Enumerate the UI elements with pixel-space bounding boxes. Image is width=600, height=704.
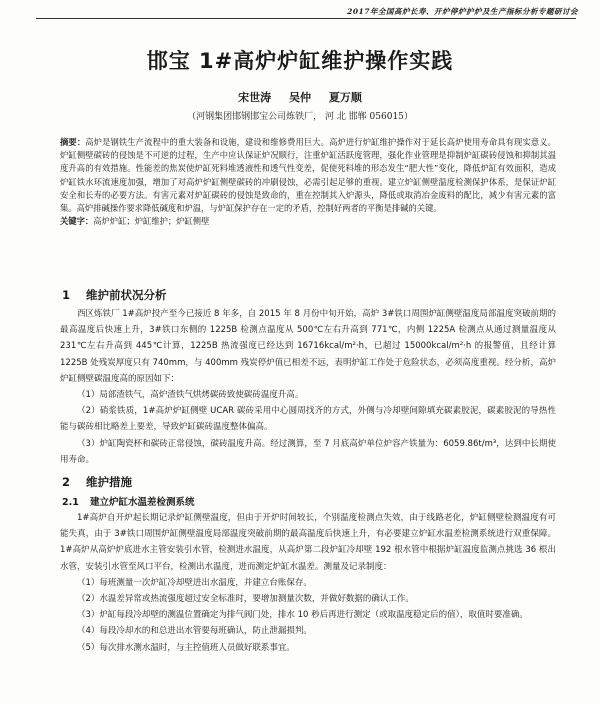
section-heading-2 [62, 474, 132, 490]
list-item: （4）每段冷却水的和总进出水管要每班确认，防止泄漏损判。 [77, 626, 312, 637]
author-name: 吴仲 [289, 91, 311, 104]
author-list [0, 89, 600, 105]
abstract-text: 高炉是钢铁生产流程中的重大装备和设施，建设和维修费用巨大。高炉进行炉缸维护操作对于延长高炉使用寿命具有现实意义。炉缸侧壁碳砖的侵蚀是不可逆的过程，生产中应认保证炉况顺行，注重炉缸活跃度管理，强化作业管理是抑制炉缸碳砖侵蚀和抑制其温度升高的有效措施。性能差的焦炭使炉缸死料堆透液性和透气性变差，促使死料堆的形态发生“肥大性”变化，降低炉缸有效面积，造成炉缸铁水环流速度加强，增加了对高炉炉缸侧壁碳砖的冲刷侵蚀，必需引起足够的重视。建立炉缸侧壁温度检测保护体系，是保证炉缸安全和长寿的必要方法。有害元素对炉缸碳砖的侵蚀是致命的，重在控制其入炉源头，降低或取消冶金废料的配比，减少有害元素的富集。高炉排碱操作要求降低碱度和炉温，与炉缸保护存在一定的矛盾，控制好两者的平衡是排碱的关键。 [60, 137, 556, 214]
list-item: （1）局部渣铁气，高炉渣铁气烘烤碳砖致使碳砖温度升高。 [77, 390, 304, 401]
paper-title: 邯宝 1#高炉炉缸维护操作实践 [146, 49, 454, 73]
section-number: 1 [62, 288, 71, 302]
abstract-label: 摘要： [60, 137, 86, 147]
affiliation: （河钢集团邯钢邯宝公司炼铁厂， 河 北 邯郸 056015） [187, 112, 413, 122]
author-name: 宋世涛 [238, 91, 272, 104]
list-item: （3）炉缸每段冷却壁的测温位置确定为排气阀门处，排水 10 秒后再进行测定（或取温度稳定后的值），取值时要准确。 [77, 610, 528, 621]
abstract-paragraph [60, 136, 556, 215]
list-item: （2）硝浆铁质，1#高炉炉缸侧壁 UCAR 碳砖采用中心圆周找齐的方式，外侧与冷却壁间隙填充碳素胶泥，碳素胶泥的导热性能与碳砖相比略差上要差，导致炉缸碳砖温度整体偏高。 [60, 406, 556, 433]
section-title: 维护前状况分析 [86, 288, 167, 302]
section-title: 维护措施 [86, 475, 132, 489]
list-item: （2）水温差异常或热流强度超过安全标准时，要增加测量次数，并做好数据的确认工作。 [77, 594, 414, 605]
author-name: 夏万顺 [328, 91, 362, 104]
list-item: （1）每班测量一次炉缸冷却壁进出水温度，并建立台账保存。 [77, 577, 312, 588]
header-rule [36, 18, 576, 19]
section-2-body [60, 510, 556, 656]
keywords-line [60, 215, 556, 228]
body-paragraph: 1#高炉自开炉起长期记录炉缸侧壁温度，但由于开炉时间较长，个别温度检测点失效，由于线路老化，炉缸侧壁检测温度有可能失真，由于 3#铁口周围炉缸侧壁温度局部温度突破前期的最高温度后快速上升，有必要建立炉缸水温差检测系统进行双重保障。1#高炉从高炉炉底进水主管安装引水管，检测进水温度，从高炉第二段炉缸冷却壁 192 根水管中根据炉缸温度监测点挑选 36 根出水管，安装引水管至风口平台，检测出水温度，进而测定炉缸水温差。测量及记录制度： [60, 513, 556, 572]
section-heading-1 [62, 287, 167, 303]
subsection-number: 2.1 [62, 497, 79, 508]
list-item: （3）炉缸陶瓷杯和碳砖正常侵蚀，碳砖温度升高。经过测算，至 7 月底高炉单位炉容产铁量为：6059.86t/m³，达到中长期使用寿命。 [60, 438, 556, 465]
body-paragraph: 西区炼铁厂 1#高炉投产至今已接近 8 年多，自 2015 年 8 月份中旬开始，高炉 3#铁口周围炉缸侧壁温度局部温度突破前期的最高温度后快速上升，3#铁口东侧的 1225B 检测点温度从 500℃左右升高到 771℃，内侧 1225A 检测点从通过测量温度从 231℃左右升高到 445℃计算，1225B 热流强度已经达到 16716kcal/m²·h，已超过 15000kcal/m²·h 的报警值，且经计算 1225B 处残炭厚度只有 740mm，与 400mm 残炭停炉值已相差不远，表明炉缸工作处于危险状态，必须高度重视。经分析，高炉炉缸侧壁碳温度高的原因如下： [60, 309, 556, 384]
keywords-text: 高炉炉缸；炉缸维护；炉缸侧壁 [93, 216, 210, 227]
abstract-block [60, 136, 556, 228]
subsection-title: 建立炉缸水温差检测系统 [90, 497, 195, 508]
section-1-body [60, 306, 556, 468]
keywords-label: 关键字： [60, 216, 94, 227]
list-item: （5）每次排水测水温时，与主控值班人员做好联系事宜。 [77, 642, 295, 653]
subsection-heading [62, 494, 195, 508]
section-number: 2 [62, 475, 71, 489]
running-header: 2017年全国高炉长寿、开炉停炉护炉及生产指标分析专题研讨会 [347, 7, 578, 16]
